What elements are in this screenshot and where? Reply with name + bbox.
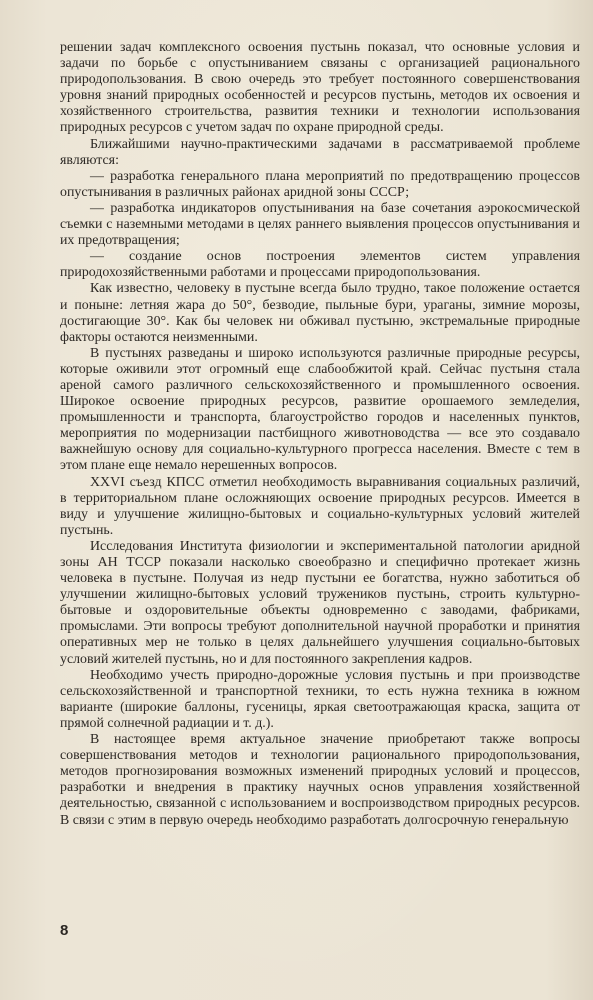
list-item-indicators: — разработка индикаторов опустынивания на базе сочетания аэрокосмической съемки с наземными методами в целях раннего выявления процессов опустынивания и их предотвращения; bbox=[60, 200, 580, 249]
list-item-general-plan: — разработка генерального плана мероприятий по предотвращению процессов опустынивания в различных районах аридной зоны СССР; bbox=[60, 168, 580, 200]
paragraph-11: В настоящее время актуальное значение приобретают также вопросы совершенствования методов и технологии рационального природопользования, методов прогнозирования возможных изменений природных условий и процессов, разработки и внедрения в практику научных основ управления хозяйственной деятельностью, связанной с использованием и воспроизводством природных ресурсов. В связи с этим в первую очередь необходимо разработать долгосрочную генеральную bbox=[60, 732, 580, 828]
paragraph-6: Как известно, человеку в пустыне всегда было трудно, такое положение остается и поныне: летняя жара до 50°, безводие, пыльные бури, ураганы, зимние морозы, достигающие 30°. Как бы человек ни обживал пустыню, экстремальные природные факторы остаются неизменными. bbox=[60, 281, 580, 345]
paragraph-1: решении задач комплексного освоения пустынь показал, что основные условия и задачи по борьбе с опустыниванием связаны с организацией рационального природопользования. В свою очередь это требует постоянного совершенствования уровня знаний природных особенностей и ресурсов пустынь, методов их освоения и хозяйственного строительства, развития техники и технологии использования природных ресурсов с учетом задач по охране природной среды. bbox=[60, 40, 580, 136]
paragraph-2: Ближайшими научно-практическими задачами в рассматриваемой проблеме являются: bbox=[60, 136, 580, 168]
list-item-management-systems: — создание основ построения элементов систем управления природохозяйственными работами и процессами природопользования. bbox=[60, 249, 580, 281]
paragraph-9: Исследования Института физиологии и экспериментальной патологии аридной зоны АН ТССР показали насколько своеобразно и специфично протекает жизнь человека в пустыне. Получая из недр пустыни ее богатства, нужно заботиться об улучшении жилищно-бытовых условий тружеников пустынь, строить культурно-бытовые и оздоровительные объекты одновременно с заводами, фабриками, промыслами. Эти вопросы требуют дополнительной научной проработки и принятия оперативных мер не только в целях дальнейшего улучшения социально-бытовых условий жителей пустынь, но и для постоянного закрепления кадров. bbox=[60, 538, 580, 667]
body-text bbox=[60, 40, 580, 829]
paragraph-10: Необходимо учесть природно-дорожные условия пустынь и при производстве сельскохозяйственной и транспортной техники, то есть нужна техника в южном варианте (широкие баллоны, гусеницы, яркая светоотражающая краска, защита от прямой солнечной радиации и т. д.). bbox=[60, 667, 580, 731]
paragraph-8: XXVI съезд КПСС отметил необходимость выравнивания социальных различий, в территориальном плане осложняющих освоение природных ресурсов. Имеется в виду и улучшение жилищно-бытовых и социально-культурных условий жителей пустынь. bbox=[60, 474, 580, 538]
paragraph-7: В пустынях разведаны и широко используются различные природные ресурсы, которые оживили этот огромный еще слабообжитой край. Сейчас пустыня стала ареной самого различного сельскохозяйственного и промышленного освоения. Широкое освоение природных ресурсов, развитие орошаемого земледелия, промышленности и транспорта, благоустройство городов и населенных пунктов, мероприятия по модернизации пастбищного животноводства — все это создавало важнейшую основу для социально-культурного прогресса населения. Вместе с тем в этом плане еще немало нерешенных вопросов. bbox=[60, 345, 580, 474]
page-number: 8 bbox=[60, 922, 69, 939]
